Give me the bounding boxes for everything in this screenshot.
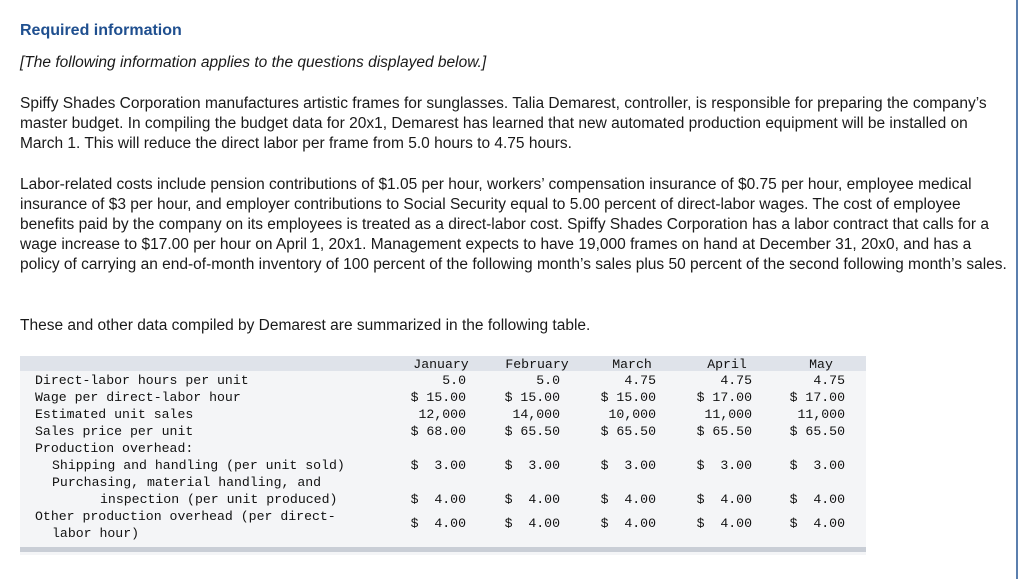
table-cell: $ 65.50 <box>789 424 845 439</box>
row-label: labor hour) <box>52 526 140 541</box>
table-cell: $ 17.00 <box>696 390 752 405</box>
table-cell: 4.75 <box>720 373 752 388</box>
table-cell: $ 4.00 <box>789 492 845 507</box>
table-cell: $ 3.00 <box>789 458 845 473</box>
right-border <box>1016 0 1018 579</box>
labor-costs-paragraph: Labor-related costs include pension contributions of $1.05 per hour, workers’ compensation insurance of $0.75 per hour, employee medical insurance of $3 per hour, and employer contributions to Social Security equal to 5.00 percent of direct-labor wages. The cost of employee benefits paid by the company on its employees is treated as a direct-labor cost. Spiffy Shades Corporation has a labor contract that calls for a wage increase to $17.00 per hour on April 1, 20x1. Management expects to have 19,000 frames on hand at December 31, 20x0, and has a policy of carrying an end-of-month inventory of 100 percent of the following month’s sales plus 50 percent of the second following month’s sales. <box>20 176 1007 273</box>
row-label: inspection (per unit produced) <box>100 492 338 507</box>
month-header: March <box>612 357 652 372</box>
table-cell: $ 17.00 <box>789 390 845 405</box>
month-header: January <box>413 357 469 372</box>
intro-paragraph: Spiffy Shades Corporation manufactures artistic frames for sunglasses. Talia Demarest, controller, is responsible for preparing the company’s master budget. In compiling the budget data for 20x1, Demarest has learned that new automated production equipment will be installed on March 1. This will reduce the direct labor per frame from 5.0 hours to 4.75 hours. <box>20 95 987 152</box>
row-label: Direct-labor hours per unit <box>35 373 249 388</box>
table-cell: $ 4.00 <box>504 516 560 531</box>
table-cell: $ 3.00 <box>696 458 752 473</box>
table-cell: $ 15.00 <box>410 390 466 405</box>
table-cell: $ 4.00 <box>504 492 560 507</box>
table-cell: $ 4.00 <box>410 516 466 531</box>
month-header: February <box>505 357 569 372</box>
table-cell: $ 68.00 <box>410 424 466 439</box>
table-cell: $ 65.50 <box>504 424 560 439</box>
table-cell: 11,000 <box>704 407 752 422</box>
table-cell: $ 4.00 <box>696 492 752 507</box>
table-cell: $ 4.00 <box>600 516 656 531</box>
row-label: Purchasing, material handling, and <box>52 475 322 490</box>
row-label: Wage per direct-labor hour <box>35 390 241 405</box>
table-cell: $ 65.50 <box>696 424 752 439</box>
applies-note: [The following information applies to the questions displayed below.] <box>20 54 487 71</box>
month-header: April <box>707 357 747 372</box>
month-header: May <box>809 357 833 372</box>
table-cell: $ 15.00 <box>600 390 656 405</box>
table-cell: $ 4.00 <box>696 516 752 531</box>
table-cell: $ 3.00 <box>600 458 656 473</box>
table-cell: $ 3.00 <box>410 458 466 473</box>
row-label: Estimated unit sales <box>35 407 194 422</box>
required-information-heading: Required information <box>20 22 182 39</box>
table-cell: 4.75 <box>624 373 656 388</box>
table-cell: $ 4.00 <box>410 492 466 507</box>
row-label: Sales price per unit <box>35 424 194 439</box>
table-cell: 5.0 <box>442 373 466 388</box>
table-cell: $ 4.00 <box>600 492 656 507</box>
table-cell: 5.0 <box>536 373 560 388</box>
table-cell: 4.75 <box>813 373 845 388</box>
table-bottom-rule <box>20 547 866 552</box>
table-cell: $ 4.00 <box>789 516 845 531</box>
table-cell: 11,000 <box>797 407 845 422</box>
table-cell: 12,000 <box>418 407 466 422</box>
row-label: Shipping and handling (per unit sold) <box>52 458 345 473</box>
table-cell: $ 3.00 <box>504 458 560 473</box>
table-cell: $ 65.50 <box>600 424 656 439</box>
section-label: Production overhead: <box>35 441 194 456</box>
table-cell: 14,000 <box>512 407 560 422</box>
table-cell: $ 15.00 <box>504 390 560 405</box>
row-label: Other production overhead (per direct- <box>35 509 336 524</box>
table-cell: 10,000 <box>608 407 656 422</box>
summary-paragraph: These and other data compiled by Demarest are summarized in the following table. <box>20 317 591 334</box>
